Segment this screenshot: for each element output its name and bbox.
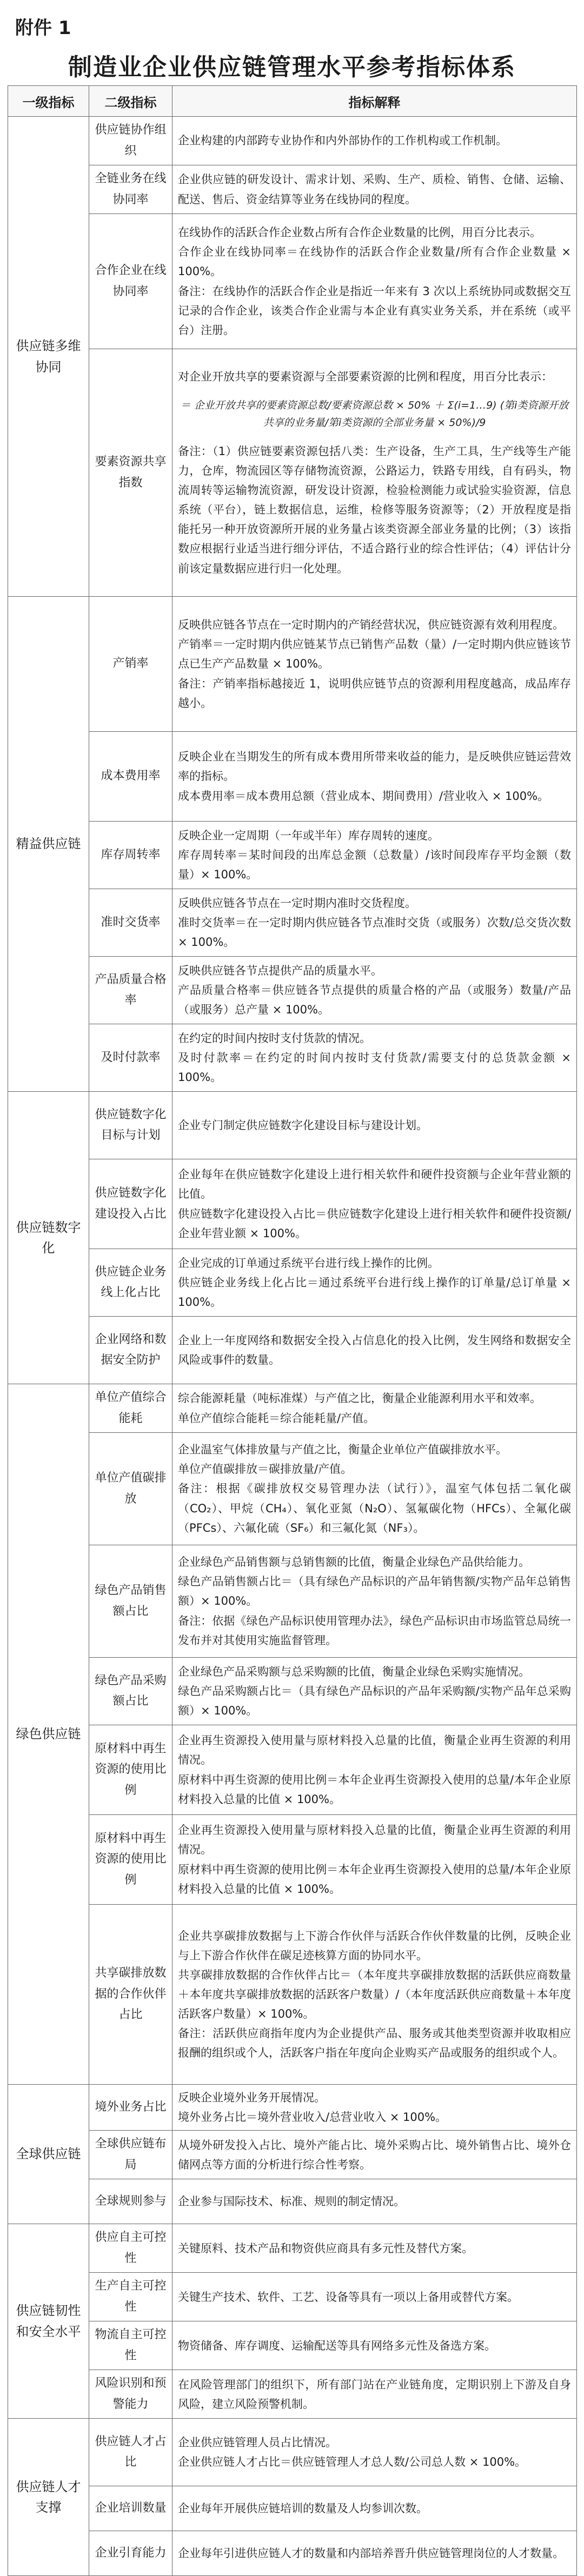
level2-indicator: 物流自主可控性 bbox=[89, 2321, 172, 2370]
indicator-explanation bbox=[172, 1658, 577, 1725]
formula: ＝ 企业开放共享的要素资源总数/要素资源总数 × 50% ＋ Σ(i=1…9) (第i类资源开放共享的业务量/第i类资源的全部业务量 × 50%)/9 bbox=[180, 399, 569, 429]
indicator-explanation bbox=[172, 1024, 577, 1092]
explanation-line: 反映企业一定周期（一年或半年）库存周转的速度。 bbox=[178, 829, 439, 842]
explanation-line: 反映供应链各节点在一定时期内的产销经营状况，供应链资源有效利用程度。 bbox=[178, 618, 564, 632]
indicator-explanation bbox=[172, 2179, 577, 2224]
indicator-explanation bbox=[172, 2370, 577, 2419]
explanation-line: 准时交货率＝在一定时期内供应链各节点准时交货（或服务）次数/总交货次数 × 100%。 bbox=[178, 916, 571, 949]
indicator-explanation bbox=[172, 1249, 577, 1317]
table-row bbox=[8, 889, 577, 957]
level1-indicator: 供应链数字化 bbox=[8, 1092, 89, 1384]
level1-indicator: 供应链韧性和安全水平 bbox=[8, 2224, 89, 2419]
table-row bbox=[8, 1658, 577, 1725]
explanation-line: 关键生产技术、软件、工艺、设备等具有一项以上备用或替代方案。 bbox=[178, 2290, 519, 2304]
level2-indicator: 全链业务在线协同率 bbox=[89, 165, 172, 214]
explanation-line: 备注：根据《碳排放权交易管理办法（试行）》，温室气体包括二氧化碳（CO₂）、甲烷（CH₄）、氧化亚氮（N₂O）、氢氟碳化物（HFCs）、全氟化碳（PFCs）、六氟化硫（SF₆）和三氟化氮（NF₃）。 bbox=[178, 1482, 571, 1534]
table-row bbox=[8, 117, 577, 165]
explanation-line: 企业每年开展供应链培训的数量及人均参训次数。 bbox=[178, 2502, 428, 2515]
level2-indicator: 原材料中再生资源的使用比例 bbox=[89, 1815, 172, 1905]
explanation-line: 在约定的时间内按时支付货款的情况。 bbox=[178, 1031, 371, 1045]
level2-indicator: 及时付款率 bbox=[89, 1024, 172, 1092]
explanation-line: 企业参与国际技术、标准、规则的制定情况。 bbox=[178, 2195, 405, 2208]
explanation-line: 境外业务占比＝境外营业收入/总营业收入 × 100%。 bbox=[178, 2111, 447, 2124]
indicator-explanation bbox=[172, 1317, 577, 1384]
explanation-line: 及时付款率＝在约定的时间内按时支付货款/需要支付的总货款金额 × 100%。 bbox=[178, 1051, 571, 1084]
explanation-line: 企业每年引进供应链人才的数量和内部培养晋升供应链管理岗位的人才数量。 bbox=[178, 2547, 564, 2560]
table-row bbox=[8, 1545, 577, 1658]
explanation-line: 单位产值碳排放＝碳排放量/产值。 bbox=[178, 1463, 353, 1476]
table-row bbox=[8, 1092, 577, 1159]
table-row bbox=[8, 1317, 577, 1384]
indicator-explanation bbox=[172, 1725, 577, 1815]
explanation-line: 综合能源耗量（吨标准煤）与产值之比，衡量企业能源利用水平和效率。 bbox=[178, 1392, 541, 1405]
level2-indicator: 生产自主可控性 bbox=[89, 2273, 172, 2321]
indicator-explanation bbox=[172, 1545, 577, 1658]
level2-indicator: 供应链企业务线上化占比 bbox=[89, 1249, 172, 1317]
explanation-line: 库存周转率＝某时间段的出库总金额（总数量）/该时间段库存平均金额（数量）× 100%。 bbox=[178, 848, 571, 882]
table-row bbox=[8, 2419, 577, 2486]
explanation-line: 原材料中再生资源的使用比例＝本年企业再生资源投入使用的总量/本年企业原材料投入总量的比值 × 100%。 bbox=[178, 1773, 571, 1806]
table-row bbox=[8, 1159, 577, 1249]
explanation-line: 企业供应链人才占比＝供应链管理人才总人数/公司总人数 × 100%。 bbox=[178, 2455, 527, 2469]
indicator-table-container bbox=[8, 85, 576, 2560]
level2-indicator: 全球规则参与 bbox=[89, 2179, 172, 2224]
level2-indicator: 企业网络和数据安全防护 bbox=[89, 1317, 172, 1384]
table-row bbox=[8, 2531, 577, 2576]
explanation-line: 企业供应链管理人员占比情况。 bbox=[178, 2436, 337, 2450]
explanation-line: 备注：依据《绿色产品标识使用管理办法》，绿色产品标识由市场监管总局统一发布并对其使用实施监督管理。 bbox=[178, 1614, 571, 1647]
explanation-line: 企业完成的订单通过系统平台进行线上操作的比例。 bbox=[178, 1256, 439, 1270]
table-header-row bbox=[8, 86, 577, 117]
level2-indicator: 供应链人才占比 bbox=[89, 2419, 172, 2486]
header-explanation: 指标解释 bbox=[172, 86, 577, 117]
table-row bbox=[8, 1905, 577, 2085]
explanation-line: 反映企业境外业务开展情况。 bbox=[178, 2091, 326, 2104]
explanation-line: 产品质量合格率＝供应链各节点提供的质量合格的产品（或服务）数量/产品（或服务）总产量 × 100%。 bbox=[178, 983, 571, 1017]
table-row bbox=[8, 822, 577, 889]
explanation-line: 企业再生资源投入使用量与原材料投入总量的比值，衡量企业再生资源的利用情况。 bbox=[178, 1824, 571, 1857]
level1-indicator: 供应链多维协同 bbox=[8, 117, 89, 597]
indicator-explanation bbox=[172, 957, 577, 1024]
indicator-explanation bbox=[172, 1905, 577, 2085]
indicator-explanation bbox=[172, 214, 577, 349]
table-row bbox=[8, 2486, 577, 2531]
indicator-explanation bbox=[172, 732, 577, 822]
explanation-line: 合作企业在线协同率＝在线协作的活跃合作企业数量/所有合作企业数量 × 100%。 bbox=[178, 245, 571, 278]
explanation-line: 反映供应链各节点提供产品的质量水平。 bbox=[178, 964, 382, 977]
indicator-explanation bbox=[172, 889, 577, 957]
table-row bbox=[8, 732, 577, 822]
indicator-explanation bbox=[172, 2321, 577, 2370]
indicator-explanation bbox=[172, 165, 577, 214]
table-row bbox=[8, 2085, 577, 2131]
table-row bbox=[8, 1249, 577, 1317]
indicator-explanation bbox=[172, 822, 577, 889]
level1-indicator: 全球供应链 bbox=[8, 2085, 89, 2224]
explanation-line: 绿色产品销售额占比＝（具有绿色产品标识的产品年销售额/实物产品年总销售额）× 100%。 bbox=[178, 1575, 571, 1608]
indicator-explanation bbox=[172, 2131, 577, 2179]
explanation-line: 企业绿色产品销售额与总销售额的比值，衡量企业绿色产品供给能力。 bbox=[178, 1556, 530, 1569]
explanation-line: 反映企业在当期发生的所有成本费用所带来收益的能力，是反映供应链运营效率的指标。 bbox=[178, 750, 571, 783]
explanation-line: 备注：产销率指标越接近 1，说明供应链节点的资源利用程度越高，成品库存越小。 bbox=[178, 677, 571, 710]
explanation-line: 产销率＝一定时期内供应链某节点已销售产品数（量）/一定时期内供应链该节点已生产产品数量 × 100%。 bbox=[178, 638, 571, 671]
table-row bbox=[8, 2131, 577, 2179]
explanation-line: 备注：活跃供应商指年度内为企业提供产品、服务或其他类型资源并收取相应报酬的组织或个人，活跃客户指在年度向企业购买产品或服务的组织或个人。 bbox=[178, 2027, 571, 2060]
explanation-line: 物资储备、库存调度、运输配送等具有网络多元性及备选方案。 bbox=[178, 2339, 496, 2352]
level2-indicator: 单位产值碳排放 bbox=[89, 1433, 172, 1545]
explanation-line: 反映供应链各节点在一定时期内准时交货程度。 bbox=[178, 896, 416, 910]
table-row bbox=[8, 2179, 577, 2224]
indicator-explanation bbox=[172, 1384, 577, 1433]
indicator-explanation bbox=[172, 2224, 577, 2273]
level2-indicator: 企业引育能力 bbox=[89, 2531, 172, 2576]
level2-indicator: 要素资源共享指数 bbox=[89, 349, 172, 597]
explanation-line: 企业上一年度网络和数据安全投入占信息化的投入比例，发生网络和数据安全风险或事件的数量。 bbox=[178, 1333, 571, 1366]
table-row bbox=[8, 214, 577, 349]
level2-indicator: 库存周转率 bbox=[89, 822, 172, 889]
explanation-line: 在线协作的活跃合作企业数占所有合作企业数量的比例，用百分比表示。 bbox=[178, 226, 541, 239]
level2-indicator: 共享碳排放数据的合作伙伴占比 bbox=[89, 1905, 172, 2085]
level2-indicator: 供应自主可控性 bbox=[89, 2224, 172, 2273]
level1-indicator: 绿色供应链 bbox=[8, 1384, 89, 2085]
indicator-table bbox=[8, 85, 577, 2576]
table-row bbox=[8, 597, 577, 732]
explanation-line: 企业专门制定供应链数字化建设目标与建设计划。 bbox=[178, 1118, 428, 1132]
explanation-line: 供应链企业务线上化占比＝通过系统平台进行线上操作的订单量/总订单量 × 100%。 bbox=[178, 1276, 571, 1309]
explanation-line: 对企业开放共享的要素资源与全部要素资源的比例和程度，用百分比表示： bbox=[178, 370, 553, 384]
indicator-explanation bbox=[172, 2419, 577, 2486]
indicator-explanation bbox=[172, 2486, 577, 2531]
table-row bbox=[8, 2321, 577, 2370]
indicator-explanation bbox=[172, 2085, 577, 2131]
explanation-line: 成本费用率＝成本费用总额（营业成本、期间费用）/营业收入 × 100%。 bbox=[178, 789, 549, 803]
header-level2: 二级指标 bbox=[89, 86, 172, 117]
table-row bbox=[8, 1433, 577, 1545]
explanation-note: 备注：（1）供应链要素资源包括八类：生产设备，生产工具，生产线等生产能力，仓库，物流园区等存储物流资源，公路运力，铁路专用线，自有码头，物流周转等运输物流资源，研发设计资源，检验检测能力或试验实验资源，信息系统（平台），链上数据信息，运维，检修等服务资源等；（2）开放程度是指能托另一种开放资源所开展的业务量占该类资源全部业务量的比例；（3）该指数应根据行业适当进行细分评估，不适合路行业的综合性评估；（4）评估计分前该定量数据应进行归一化处理。 bbox=[178, 444, 571, 575]
explanation-line: 企业共享碳排放数据与上下游合作伙伴与活跃合作伙伴数量的比例，反映企业与上下游合作伙伴在碳足迹核算方面的协同水平。 bbox=[178, 1929, 571, 1962]
level2-indicator: 原材料中再生资源的使用比例 bbox=[89, 1725, 172, 1815]
explanation-line: 企业温室气体排放量与产值之比，衡量企业单位产值碳排放水平。 bbox=[178, 1443, 507, 1457]
explanation-line: 企业构建的内部跨专业协作和内外部协作的工作机构或工作机制。 bbox=[178, 134, 507, 148]
indicator-explanation bbox=[172, 1433, 577, 1545]
level2-indicator: 境外业务占比 bbox=[89, 2085, 172, 2131]
explanation-line: 企业再生资源投入使用量与原材料投入总量的比值，衡量企业再生资源的利用情况。 bbox=[178, 1734, 571, 1767]
indicator-explanation bbox=[172, 2273, 577, 2321]
explanation-line: 备注：在线协作的活跃合作企业是指近一年来有 3 次以上系统协同或数据交互记录的合作企业，该类合作企业需与本企业有真实业务关系，并在系统（或平台）注册。 bbox=[178, 284, 571, 337]
indicator-explanation bbox=[172, 1159, 577, 1249]
table-row bbox=[8, 2224, 577, 2273]
attachment-label: 附件 1 bbox=[15, 17, 71, 39]
indicator-explanation bbox=[172, 1815, 577, 1905]
level2-indicator: 供应链数字化建设投入占比 bbox=[89, 1159, 172, 1249]
level2-indicator: 风险识别和预警能力 bbox=[89, 2370, 172, 2419]
level2-indicator: 供应链数字化目标与计划 bbox=[89, 1092, 172, 1159]
table-row bbox=[8, 165, 577, 214]
table-row bbox=[8, 1815, 577, 1905]
explanation-line: 在风险管理部门的组织下，所有部门站在产业链角度，定期识别上下游及自身风险，建立风险预警机制。 bbox=[178, 2378, 571, 2411]
explanation-line: 关键原料、技术产品和物资供应商具有多元性及替代方案。 bbox=[178, 2241, 473, 2255]
explanation-line: 企业供应链的研发设计、需求计划、采购、生产、质检、销售、仓储、运输、配送、售后、资金结算等业务在线协同的程度。 bbox=[178, 173, 571, 206]
explanation-line: 原材料中再生资源的使用比例＝本年企业再生资源投入使用的总量/本年企业原材料投入总量的比值 × 100%。 bbox=[178, 1863, 571, 1896]
indicator-explanation bbox=[172, 597, 577, 732]
explanation-line: 共享碳排放数据的合作伙伴占比＝（本年度共享碳排放数据的活跃供应商数量＋本年度共享碳排放数据的活跃客户数量）/（本年度活跃供应商数量＋本年度活跃客户数量）× 100%。 bbox=[178, 1968, 571, 2021]
level2-indicator: 绿色产品采购额占比 bbox=[89, 1658, 172, 1725]
explanation-line: 绿色产品采购额占比＝（具有绿色产品标识的产品年采购额/实物产品年总采购额）× 100%。 bbox=[178, 1684, 571, 1718]
level2-indicator: 单位产值综合能耗 bbox=[89, 1384, 172, 1433]
page-title: 制造业企业供应链管理水平参考指标体系 bbox=[68, 54, 516, 81]
level2-indicator: 成本费用率 bbox=[89, 732, 172, 822]
table-row bbox=[8, 1725, 577, 1815]
explanation-line: 企业绿色产品采购额与总采购额的比值，衡量企业绿色采购实施情况。 bbox=[178, 1665, 530, 1678]
level2-indicator: 供应链协作组织 bbox=[89, 117, 172, 165]
indicator-explanation bbox=[172, 2531, 577, 2576]
indicator-explanation bbox=[172, 349, 577, 597]
level2-indicator: 全球供应链布局 bbox=[89, 2131, 172, 2179]
header-level1: 一级指标 bbox=[8, 86, 89, 117]
indicator-explanation bbox=[172, 117, 577, 165]
table-row bbox=[8, 1024, 577, 1092]
explanation-line: 供应链数字化建设投入占比＝供应链数字化建设上进行相关软件和硬件投资额/企业年营业额 × 100%。 bbox=[178, 1207, 571, 1240]
level2-indicator: 绿色产品销售额占比 bbox=[89, 1545, 172, 1658]
indicator-explanation bbox=[172, 1092, 577, 1159]
level1-indicator: 精益供应链 bbox=[8, 597, 89, 1092]
table-row bbox=[8, 2273, 577, 2321]
level1-indicator: 供应链人才支撑 bbox=[8, 2419, 89, 2576]
level2-indicator: 产销率 bbox=[89, 597, 172, 732]
table-body bbox=[8, 117, 577, 2576]
explanation-line: 单位产值综合能耗＝综合能耗量/产值。 bbox=[178, 1411, 375, 1425]
table-row bbox=[8, 957, 577, 1024]
table-row bbox=[8, 1384, 577, 1433]
explanation-line: 从境外研发投入占比、境外产能占比、境外采购占比、境外销售占比、境外仓储网点等方面的分析进行综合性考察。 bbox=[178, 2138, 571, 2171]
level2-indicator: 企业培训数量 bbox=[89, 2486, 172, 2531]
level2-indicator: 准时交货率 bbox=[89, 889, 172, 957]
table-row bbox=[8, 2370, 577, 2419]
level2-indicator: 产品质量合格率 bbox=[89, 957, 172, 1024]
explanation-line: 企业每年在供应链数字化建设上进行相关软件和硬件投资额与企业年营业额的比值。 bbox=[178, 1168, 571, 1201]
level2-indicator: 合作企业在线协同率 bbox=[89, 214, 172, 349]
table-row bbox=[8, 349, 577, 597]
